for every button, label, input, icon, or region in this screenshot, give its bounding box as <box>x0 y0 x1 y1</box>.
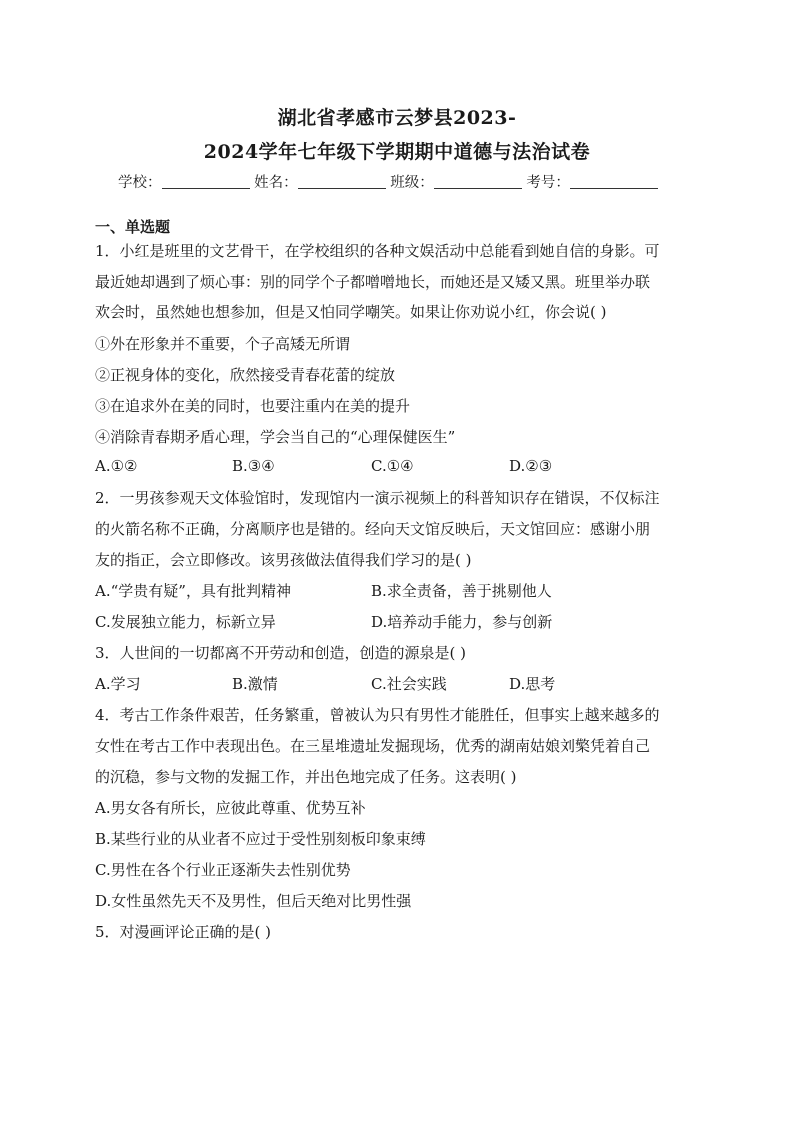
exam-number-label: 考号： <box>526 175 570 191</box>
q1-statement-3: ③在追求外在美的同时，也要注重内在美的提升 <box>95 397 411 415</box>
q4-option-b: B.某些行业的从业者不应过于受性别刻板印象束缚 <box>95 830 426 848</box>
q1-stem-line3: 欢会时，虽然她也想参加，但是又怕同学嘲笑。如果让你劝说小红，你会说( ) <box>95 303 607 321</box>
class-blank <box>434 174 522 189</box>
q5-stem-line1: 5．对漫画评论正确的是( ) <box>95 923 272 941</box>
q4-option-a: A.男女各有所长，应彼此尊重、优势互补 <box>95 799 366 817</box>
q4-option-d: D.女性虽然先天不及男性，但后天绝对比男性强 <box>95 892 412 910</box>
q3-option-b: B.激情 <box>232 675 278 693</box>
q2-stem-line1: 2．一男孩参观天文体验馆时，发现馆内一演示视频上的科普知识存在错误，不仅标注 <box>95 489 660 507</box>
q2-option-d: D.培养动手能力，参与创新 <box>371 613 553 631</box>
q2-stem-line3: 友的指正，会立即修改。该男孩做法值得我们学习的是( ) <box>95 551 472 569</box>
q4-stem-line1: 4．考古工作条件艰苦，任务繁重，曾被认为只有男性才能胜任，但事实上越来越多的 <box>95 706 660 724</box>
q1-statement-4: ④消除青春期矛盾心理，学会当自己的“心理保健医生” <box>95 428 456 446</box>
q1-statement-1: ①外在形象并不重要，个子高矮无所谓 <box>95 335 351 353</box>
name-blank <box>298 174 386 189</box>
q3-stem-line1: 3．人世间的一切都离不开劳动和创造，创造的源泉是( ) <box>95 644 467 662</box>
q2-option-c: C.发展独立能力，标新立异 <box>95 613 276 631</box>
q1-stem-line2: 最近她却遇到了烦心事：别的同学个子都噌噌地长，而她还是又矮又黑。班里举办联 <box>95 273 651 291</box>
q2-option-a: A.“学贵有疑”，具有批判精神 <box>95 582 291 600</box>
q3-option-c: C.社会实践 <box>371 675 447 693</box>
q3-option-a: A.学习 <box>95 675 141 693</box>
q1-option-b: B.③④ <box>232 457 275 475</box>
class-label: 班级： <box>390 175 434 191</box>
school-blank <box>162 174 250 189</box>
section-title: 一、单选题 <box>95 218 171 236</box>
q1-statement-2: ②正视身体的变化，欣然接受青春花蕾的绽放 <box>95 366 396 384</box>
exam-title-line1: 湖北省孝感市云梦县2023- <box>277 107 517 129</box>
q1-option-c: C.①④ <box>371 457 414 475</box>
school-label: 学校： <box>118 175 162 191</box>
q1-stem-line1: 1．小红是班里的文艺骨干，在学校组织的各种文娱活动中总能看到她自信的身影。可 <box>95 242 660 260</box>
exam-title-line2: 2024学年七年级下学期期中道德与法治试卷 <box>203 141 591 163</box>
q1-option-d: D.②③ <box>509 457 553 475</box>
q4-stem-line3: 的沉稳，参与文物的发掘工作，并出色地完成了任务。这表明( ) <box>95 768 517 786</box>
name-label: 姓名： <box>254 175 298 191</box>
exam-number-blank <box>570 174 658 189</box>
student-info-row <box>118 171 658 192</box>
q4-stem-line2: 女性在考古工作中表现出色。在三星堆遗址发掘现场，优秀的湖南姑娘刘檠凭着自己 <box>95 737 651 755</box>
q1-option-a: A.①② <box>95 457 138 475</box>
q2-option-b: B.求全责备，善于挑剔他人 <box>371 582 552 600</box>
q4-option-c: C.男性在各个行业正逐渐失去性别优势 <box>95 861 351 879</box>
q3-option-d: D.思考 <box>509 675 556 693</box>
q2-stem-line2: 的火箭名称不正确，分离顺序也是错的。经向天文馆反映后，天文馆回应：感谢小朋 <box>95 520 651 538</box>
